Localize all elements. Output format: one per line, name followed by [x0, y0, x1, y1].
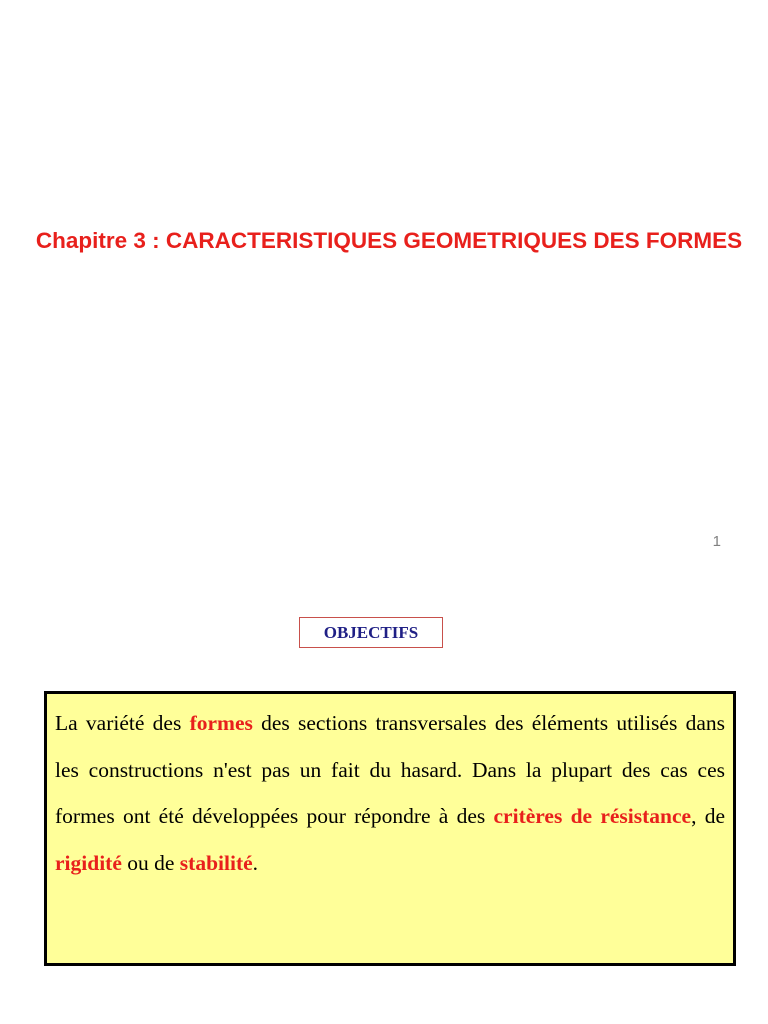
intro-text-4: ou de — [121, 850, 180, 875]
objectives-label: OBJECTIFS — [299, 617, 443, 648]
intro-text-1: La variété des — [55, 711, 190, 735]
highlight-criteres: critères de résistance — [493, 804, 692, 828]
intro-box — [44, 691, 736, 966]
intro-text-3: , de — [691, 804, 726, 828]
slide-title: Chapitre 3 : CARACTERISTIQUES GEOMETRIQUES DES FORMES — [35, 228, 743, 253]
page-number: 1 — [712, 533, 721, 550]
highlight-formes: formes — [189, 711, 253, 735]
intro-text-2: des sections transversales des éléments utilisés dans les constructions n'est pas un fait du hasard. Dans la plupart des cas ces formes ont été développées pour répondre à des — [55, 711, 725, 828]
highlight-rigidite: rigidité — [55, 850, 122, 875]
intro-paragraph — [55, 700, 725, 886]
intro-text-5: . — [252, 850, 259, 875]
highlight-stabilite: stabilité — [179, 850, 253, 875]
